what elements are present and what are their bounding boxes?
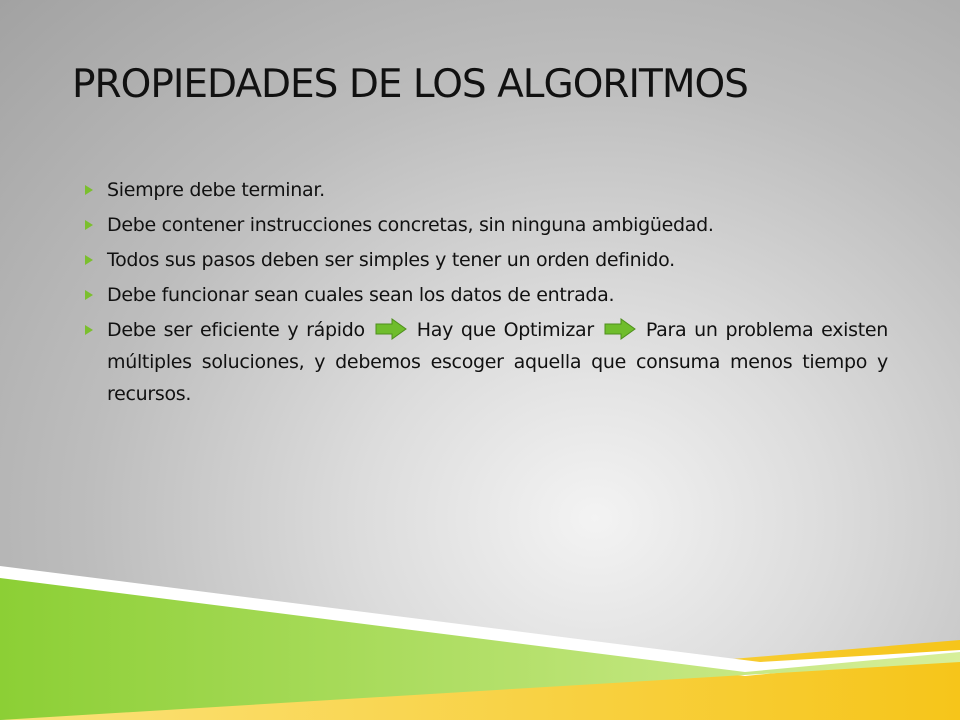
bullet-text-part3: Para un problema existen múltiples soluciones, y debemos escoger aquella que consuma menos tiempo y recursos. bbox=[107, 319, 888, 405]
bullet-text-part1: Debe ser eficiente y rápido bbox=[107, 319, 365, 341]
bullet-text: Siempre debe terminar. bbox=[107, 179, 325, 201]
green-arrow-right-icon bbox=[375, 318, 407, 340]
bullet-list bbox=[82, 174, 888, 413]
triangle-right-icon bbox=[85, 290, 93, 300]
bullet-text-part2: Hay que Optimizar bbox=[416, 319, 594, 341]
triangle-right-icon bbox=[85, 255, 93, 265]
bullet-text: Debe contener instrucciones concretas, sin ninguna ambigüedad. bbox=[107, 214, 714, 236]
bullet-text: Todos sus pasos deben ser simples y tener un orden definido. bbox=[107, 249, 675, 271]
bullet-item bbox=[82, 174, 888, 206]
slide-title: PROPIEDADES DE LOS ALGORITMOS bbox=[72, 62, 748, 107]
triangle-right-icon bbox=[85, 185, 93, 195]
bullet-text: Debe funcionar sean cuales sean los datos de entrada. bbox=[107, 284, 615, 306]
triangle-right-icon bbox=[85, 220, 93, 230]
green-arrow-right-icon bbox=[604, 318, 636, 340]
bullet-item bbox=[82, 279, 888, 311]
bullet-item-efficiency bbox=[82, 314, 888, 410]
bullet-item bbox=[82, 244, 888, 276]
bullet-item bbox=[82, 209, 888, 241]
triangle-right-icon bbox=[85, 325, 93, 335]
